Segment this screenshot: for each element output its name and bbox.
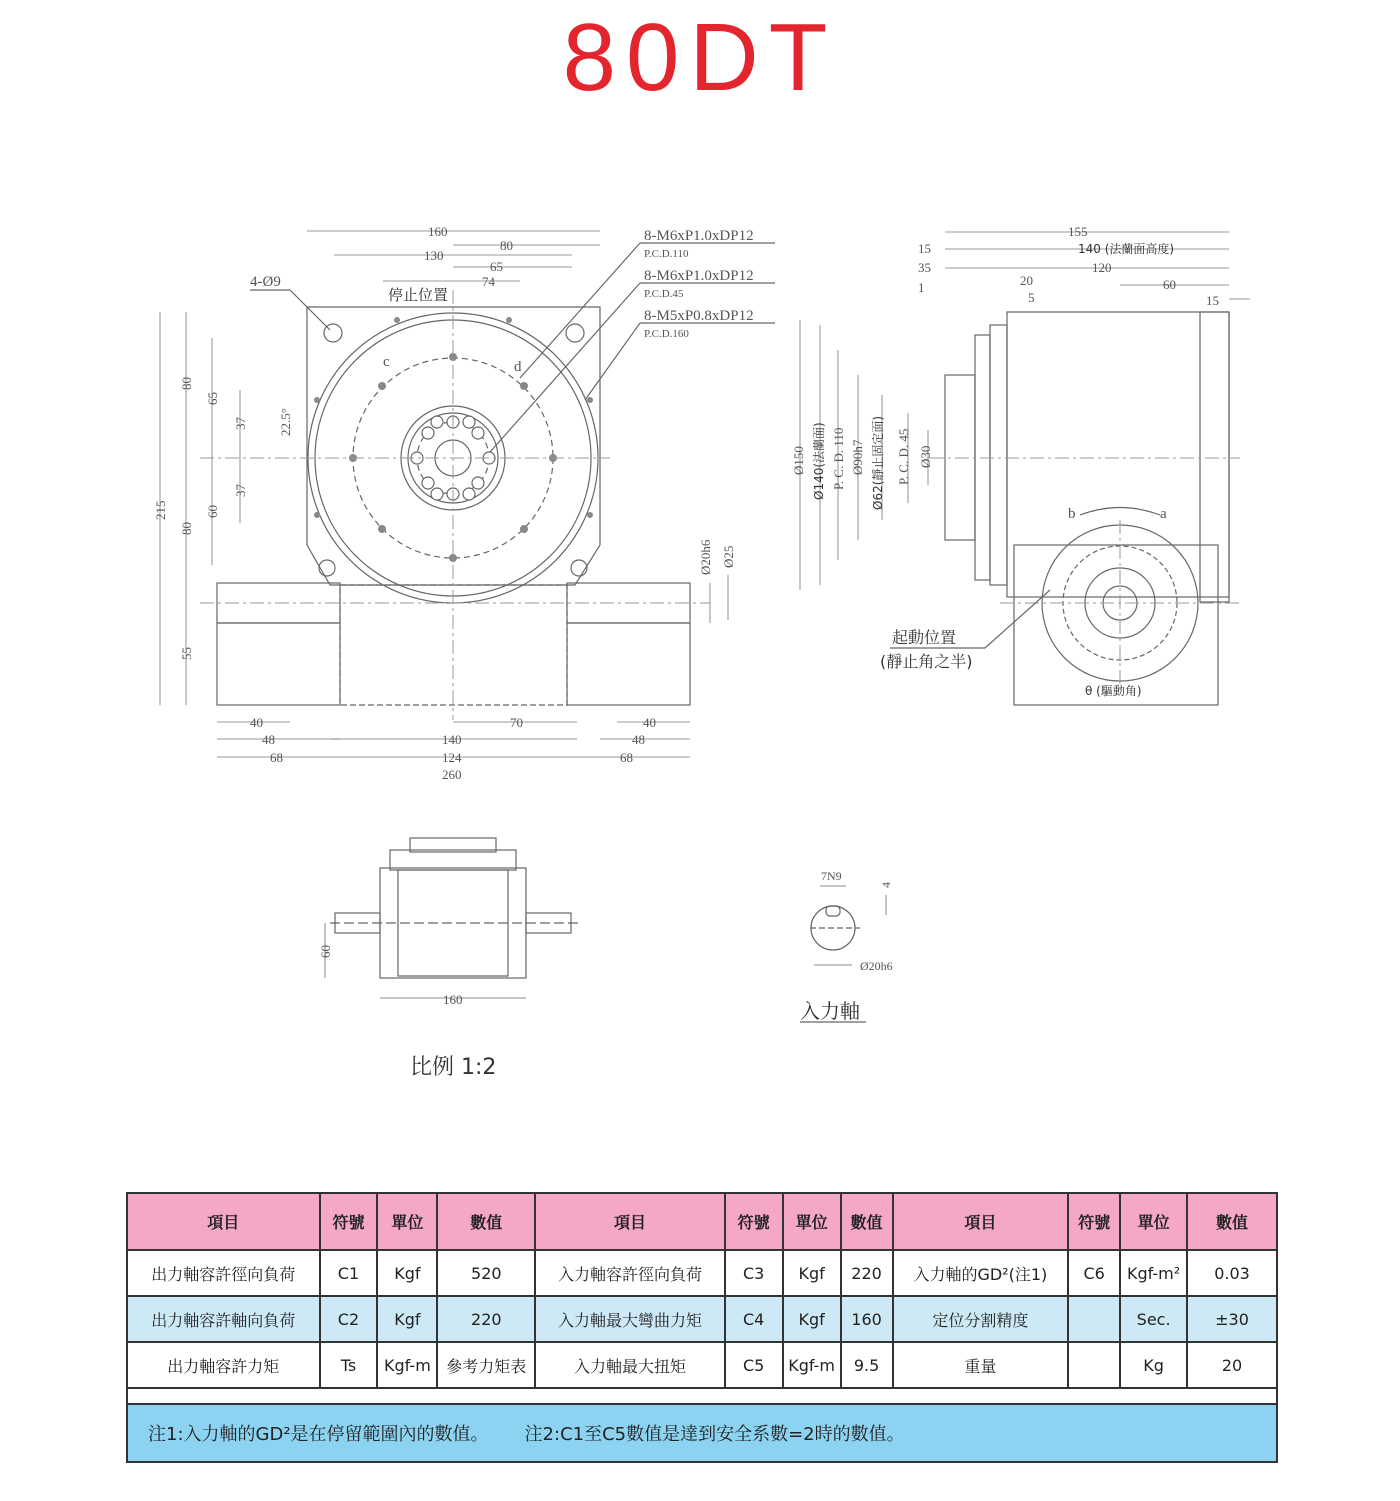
table-row bbox=[127, 1342, 1277, 1388]
bolt-label-2: 8-M6xP1.0xDP12 bbox=[644, 268, 754, 284]
stop-position-label: 停止位置 bbox=[388, 286, 449, 304]
note-cell bbox=[127, 1404, 1277, 1462]
table-cell: C1 bbox=[320, 1250, 378, 1296]
note-2: 注2:C1至C5數值是達到安全系數=2時的數值。 bbox=[524, 1424, 905, 1445]
table-cell: 出力軸容許徑向負荷 bbox=[127, 1250, 320, 1296]
input-shaft-label: 入力軸 bbox=[800, 999, 860, 1023]
table-cell: 參考力矩表 bbox=[437, 1342, 535, 1388]
table-row bbox=[127, 1296, 1277, 1342]
header-cell: 單位 bbox=[1120, 1193, 1187, 1250]
table-cell: Kgf bbox=[783, 1250, 841, 1296]
holes-label: 4-Ø9 bbox=[250, 274, 281, 290]
dim-left-80b: 80 bbox=[179, 522, 194, 535]
spec-table bbox=[126, 1192, 1278, 1463]
page-title: 80DT bbox=[562, 4, 838, 111]
table-cell: 220 bbox=[841, 1250, 893, 1296]
bolt-label-3: 8-M5xP0.8xDP12 bbox=[644, 308, 754, 324]
angle-label: 22.5° bbox=[278, 408, 293, 436]
table-cell: 入力軸最大扭矩 bbox=[535, 1342, 725, 1388]
dim-left-37a: 37 bbox=[233, 417, 248, 430]
table-cell: 9.5 bbox=[841, 1342, 893, 1388]
table-cell: Kgf bbox=[783, 1296, 841, 1342]
spacer-cell bbox=[127, 1388, 1277, 1404]
dim-top-130: 130 bbox=[424, 248, 444, 263]
dim-top-65: 65 bbox=[490, 259, 503, 274]
table-cell bbox=[1068, 1342, 1120, 1388]
header-cell: 數值 bbox=[841, 1193, 893, 1250]
table-spacer-row bbox=[127, 1388, 1277, 1404]
side-dia-150: Ø150 bbox=[791, 446, 806, 475]
drive-angle-label: θ (驅動角) bbox=[1085, 684, 1142, 698]
header-cell: 單位 bbox=[377, 1193, 437, 1250]
small-dim-60: 60 bbox=[318, 945, 333, 958]
header-cell: 項目 bbox=[127, 1193, 320, 1250]
dim-top-74: 74 bbox=[482, 274, 495, 289]
dim-left-60: 60 bbox=[205, 505, 220, 518]
table-cell: Sec. bbox=[1120, 1296, 1187, 1342]
dim-top-160: 160 bbox=[428, 224, 448, 239]
table-note-row bbox=[127, 1404, 1277, 1462]
table-cell: 160 bbox=[841, 1296, 893, 1342]
side-dim-20: 20 bbox=[1020, 273, 1033, 288]
table-cell: 220 bbox=[437, 1296, 535, 1342]
table-cell: 入力軸最大彎曲力矩 bbox=[535, 1296, 725, 1342]
header-cell: 項目 bbox=[535, 1193, 725, 1250]
dim-bottom-40b: 40 bbox=[643, 715, 656, 730]
dim-left-80a: 80 bbox=[179, 377, 194, 390]
table-cell: 重量 bbox=[893, 1342, 1069, 1388]
side-dim-15b: 15 bbox=[1206, 293, 1219, 308]
table-cell: Kg bbox=[1120, 1342, 1187, 1388]
pcd-label-1: P.C.D.110 bbox=[644, 248, 689, 260]
shaft-dia-label: Ø20h6 bbox=[698, 539, 713, 575]
side-dim-5: 5 bbox=[1028, 290, 1035, 305]
dim-left-215: 215 bbox=[153, 500, 168, 520]
start-position-sub: (靜止角之半) bbox=[880, 652, 973, 671]
dim-bottom-260: 260 bbox=[442, 767, 462, 782]
table-cell: 0.03 bbox=[1187, 1250, 1277, 1296]
table-cell: 入力軸的GD²(注1) bbox=[893, 1250, 1069, 1296]
side-dia-62: Ø62(靜止固定面) bbox=[871, 415, 885, 510]
header-cell: 符號 bbox=[1068, 1193, 1120, 1250]
dim-bottom-124: 124 bbox=[442, 750, 462, 765]
note-1: 注1:入力軸的GD²是在停留範圍內的數值。 bbox=[148, 1424, 489, 1445]
table-cell: 出力軸容許軸向負荷 bbox=[127, 1296, 320, 1342]
dir-d-label: d bbox=[514, 359, 522, 375]
dim-bottom-48a: 48 bbox=[262, 732, 275, 747]
header-cell: 單位 bbox=[783, 1193, 841, 1250]
key-depth-label: 4 bbox=[879, 882, 893, 888]
side-pcd-110: P. C. D. 110 bbox=[831, 427, 846, 490]
pcd-label-3: P.C.D.160 bbox=[644, 328, 689, 340]
side-dia-30: Ø30 bbox=[918, 445, 933, 468]
dim-bottom-68a: 68 bbox=[270, 750, 283, 765]
dim-left-65: 65 bbox=[205, 392, 220, 405]
table-cell: Kgf bbox=[377, 1250, 437, 1296]
table-cell: Ts bbox=[320, 1342, 378, 1388]
table-row bbox=[127, 1250, 1277, 1296]
pcd-label-2: P.C.D.45 bbox=[644, 288, 684, 300]
side-dim-1: 1 bbox=[918, 280, 925, 295]
side-dim-140: 140 (法蘭面高度) bbox=[1078, 242, 1175, 256]
shaft-dia2-label: Ø25 bbox=[721, 545, 736, 568]
table-cell: C6 bbox=[1068, 1250, 1120, 1296]
table-cell: 入力軸容許徑向負荷 bbox=[535, 1250, 725, 1296]
table-header-row bbox=[127, 1193, 1277, 1250]
side-dim-60: 60 bbox=[1163, 277, 1176, 292]
side-dia-140: Ø140(法蘭面) bbox=[812, 422, 826, 500]
dim-bottom-48b: 48 bbox=[632, 732, 645, 747]
side-dim-155: 155 bbox=[1068, 224, 1088, 239]
side-dia-90: Ø90h7 bbox=[850, 439, 865, 475]
table-cell: Kgf-m bbox=[783, 1342, 841, 1388]
header-cell: 數值 bbox=[437, 1193, 535, 1250]
key-shaft-dia-label: Ø20h6 bbox=[860, 959, 893, 973]
side-dim-15a: 15 bbox=[918, 241, 931, 256]
dim-left-55: 55 bbox=[179, 647, 194, 660]
table-cell: C3 bbox=[725, 1250, 783, 1296]
side-pcd-45: P. C. D. 45 bbox=[896, 428, 911, 485]
side-dim-120: 120 bbox=[1092, 260, 1112, 275]
header-cell: 數值 bbox=[1187, 1193, 1277, 1250]
dim-top-80: 80 bbox=[500, 238, 513, 253]
table-cell bbox=[1068, 1296, 1120, 1342]
header-cell: 項目 bbox=[893, 1193, 1069, 1250]
table-cell: 出力軸容許力矩 bbox=[127, 1342, 320, 1388]
start-position-label: 起動位置 bbox=[892, 628, 957, 647]
table-cell: C2 bbox=[320, 1296, 378, 1342]
table-cell: 520 bbox=[437, 1250, 535, 1296]
header-cell: 符號 bbox=[725, 1193, 783, 1250]
table-cell: 定位分割精度 bbox=[893, 1296, 1069, 1342]
dim-bottom-70: 70 bbox=[510, 715, 523, 730]
dim-left-37b: 37 bbox=[233, 484, 248, 497]
table-cell: Kgf-m bbox=[377, 1342, 437, 1388]
table-cell: Kgf bbox=[377, 1296, 437, 1342]
dim-bottom-40a: 40 bbox=[250, 715, 263, 730]
small-dim-160: 160 bbox=[443, 992, 463, 1007]
table-cell: ±30 bbox=[1187, 1296, 1277, 1342]
dim-bottom-68b: 68 bbox=[620, 750, 633, 765]
bolt-label-1: 8-M6xP1.0xDP12 bbox=[644, 228, 754, 244]
table-cell: 20 bbox=[1187, 1342, 1277, 1388]
keyway-label: 7N9 bbox=[821, 869, 842, 883]
dim-bottom-140: 140 bbox=[442, 732, 462, 747]
table-cell: Kgf-m² bbox=[1120, 1250, 1187, 1296]
dir-c-label: c bbox=[383, 354, 390, 370]
dir-b-label: b bbox=[1068, 506, 1076, 522]
table-cell: C5 bbox=[725, 1342, 783, 1388]
header-cell: 符號 bbox=[320, 1193, 378, 1250]
scale-label: 比例 1:2 bbox=[410, 1055, 497, 1080]
side-dim-35: 35 bbox=[918, 260, 931, 275]
dir-a-label: a bbox=[1160, 506, 1167, 522]
table-cell: C4 bbox=[725, 1296, 783, 1342]
small-view bbox=[325, 838, 580, 998]
